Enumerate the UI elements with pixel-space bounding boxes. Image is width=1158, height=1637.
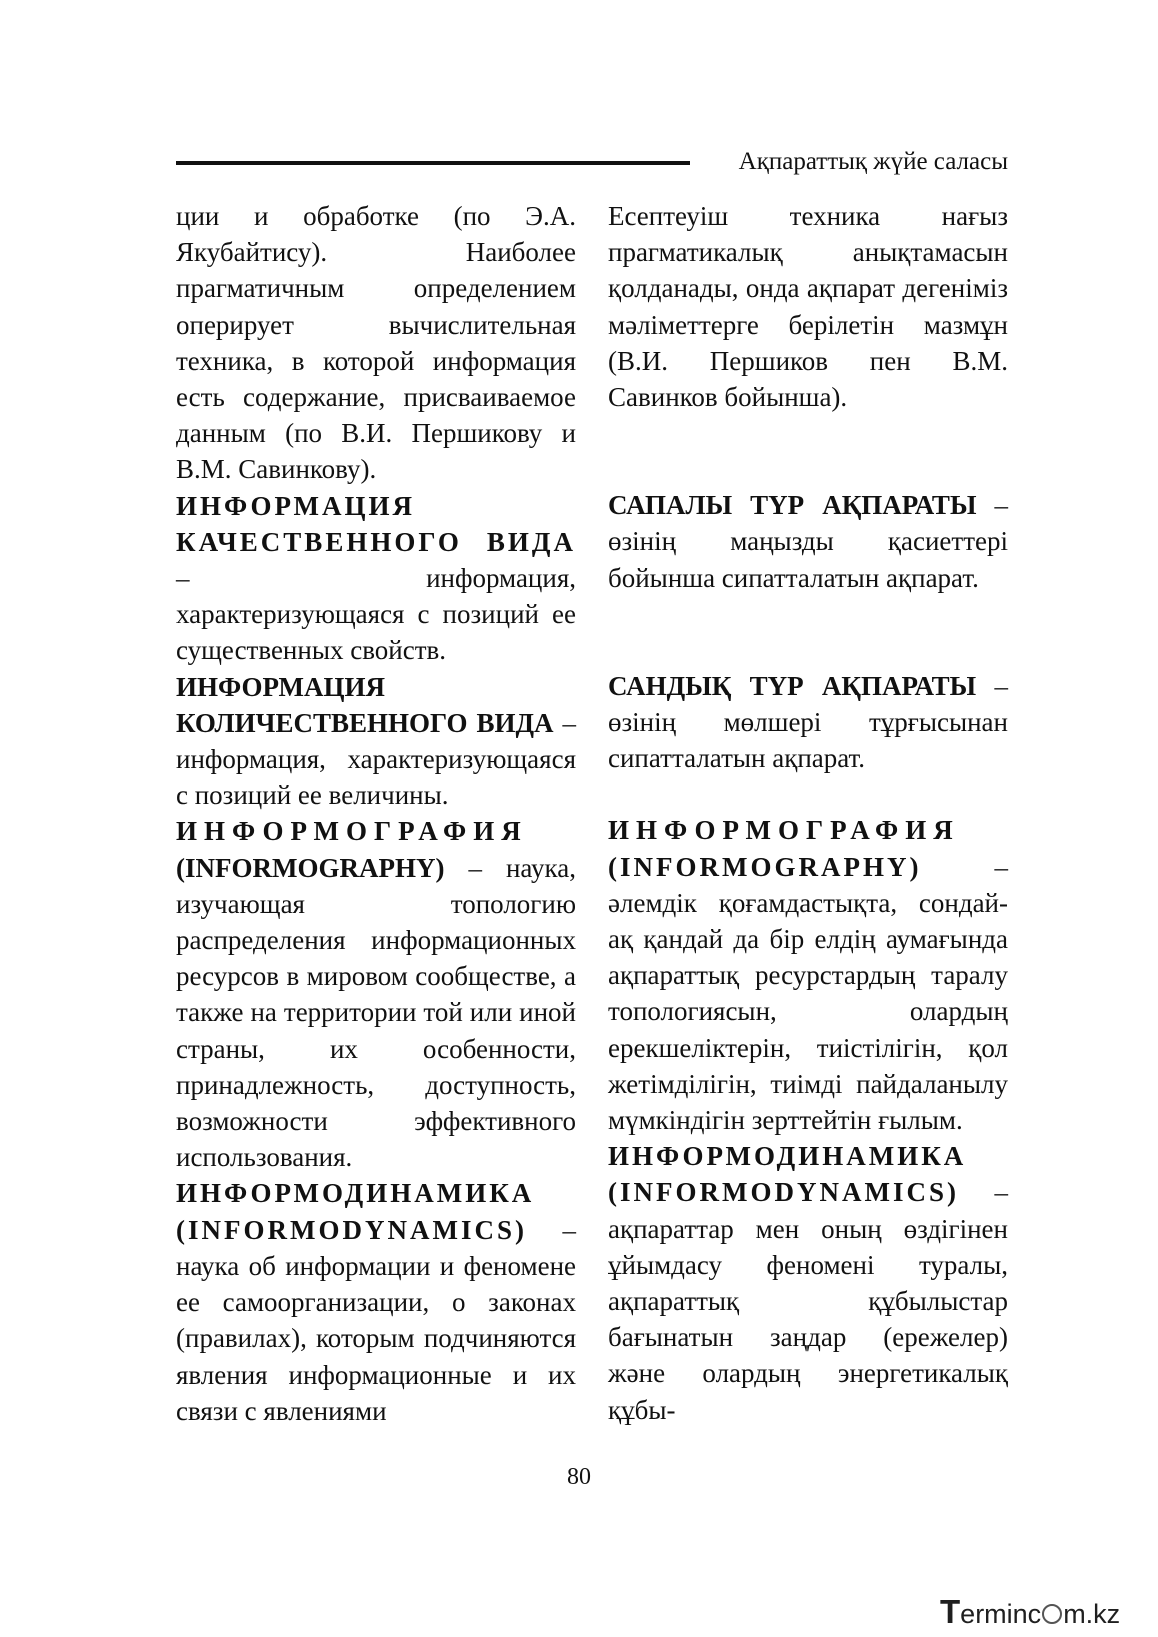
right-intro-paragraph: Есептеуіш техника нағыз прагматикалық анықтамасын қолданады, онда ақпарат дегеніміз мәліметтерге берілетін мазмұн (В.И. Першиков пен В.М. Савинков бойынша).: [608, 201, 1008, 413]
entry-dash: –: [921, 851, 1008, 882]
entry-definition: наука, изучающая топологию распределения информационных ресурсов в мировом сообществе, а также на территории той или иной страны, их особенности, принадлежность, доступность, возможности эффективного использования.: [176, 852, 576, 1173]
header-rule: [176, 161, 690, 165]
entry-dash: –: [958, 1177, 1008, 1208]
entry-term: ИНФОРМАЦИЯ КОЛИЧЕСТВЕННОГО ВИДА: [176, 671, 554, 738]
entry-definition: өзінің мөлшері тұрғысынан сипатталатын ақпарат.: [608, 707, 1008, 774]
right-entry-informodynamics: [608, 1138, 1008, 1428]
entry-dash: –: [176, 563, 427, 594]
entry-term-latin: (INFORMOGRAPHY): [608, 851, 922, 882]
right-entry-quantitative: [608, 668, 1008, 777]
entry-definition: өзінің маңызды қасиеттері бойынша сипатталатын ақпарат.: [608, 526, 1008, 593]
running-head: Ақпараттық жүйе саласы: [738, 148, 1008, 175]
left-entry-quantitative: [176, 669, 576, 814]
entry-term: САНДЫҚ ТҮР АҚПАРАТЫ: [608, 670, 977, 701]
right-column: [608, 198, 1008, 1428]
entry-term: ИНФОРМОГРАФИЯ: [608, 815, 960, 846]
page-number: 80: [567, 1464, 591, 1490]
watermark-text-start: erminc: [960, 1599, 1042, 1629]
left-entry-informodynamics: [176, 1175, 576, 1428]
entry-term-latin: (INFORMOGRAPHY): [176, 852, 445, 883]
right-entry-qualitative: [608, 487, 1008, 596]
entry-dash: –: [444, 852, 506, 883]
magnifier-icon: [1042, 1604, 1062, 1624]
entry-definition: информация, характеризующаяся с позиций ее величины.: [176, 744, 576, 811]
entry-dash: –: [553, 707, 576, 738]
entry-term: САПАЛЫ ТҮР АҚПАРАТЫ: [608, 490, 977, 521]
entry-dash: –: [976, 490, 1009, 521]
entry-definition: ақпараттар мен оның өздігінен ұйымдасу феномені туралы, ақпараттық құбылыстар бағынатын заңдар (ережелер) және олардың энергетикалық құбы-: [608, 1213, 1008, 1425]
site-watermark-logo: [940, 1595, 1120, 1629]
entry-definition: наука об информации и феномене ее самоорганизации, о законах (правилах), которым подчиняются явления информационные и их связи с явлениями: [176, 1250, 576, 1426]
watermark-text-end: m.kz: [1063, 1599, 1121, 1629]
watermark-initial: T: [940, 1593, 961, 1630]
entry-term: ИНФОРМАЦИЯ КАЧЕСТВЕННОГО ВИДА: [176, 490, 576, 557]
right-entry-informography: [608, 812, 1008, 1138]
entry-term: ИНФОРМОДИНАМИКА (INFORMODYNAMICS): [176, 1178, 535, 1245]
entry-term: ИНФОРМОДИНАМИКА (INFORMODYNAMICS): [608, 1141, 967, 1208]
entry-term: ИНФОРМОГРАФИЯ: [176, 816, 528, 847]
left-column: [176, 198, 576, 1429]
entry-dash: –: [526, 1214, 576, 1245]
left-intro-paragraph: ции и обработке (по Э.А. Якубайтису). Наиболее прагматичным определением оперирует вычислительная техника, в которой информация есть содержание, присваиваемое данным (по В.И. Першикову и В.М. Савинкову).: [176, 201, 576, 485]
left-entry-qualitative: [176, 488, 576, 669]
entry-definition: информация, характеризующаяся с позиций ее существенных свойств.: [176, 563, 576, 666]
entry-dash: –: [976, 670, 1008, 701]
left-entry-informography: [176, 813, 576, 1175]
entry-definition: әлемдік қоғамдастықта, сондай- ақ қандай да бір елдің аумағында ақпараттық ресурстардың таралу топологиясын, олардың ерекшеліктерін, тиістілігін, қол жетімділігін, тиімді пайдаланылу мүмкіндігін зерттейтін ғылым.: [608, 887, 1008, 1136]
